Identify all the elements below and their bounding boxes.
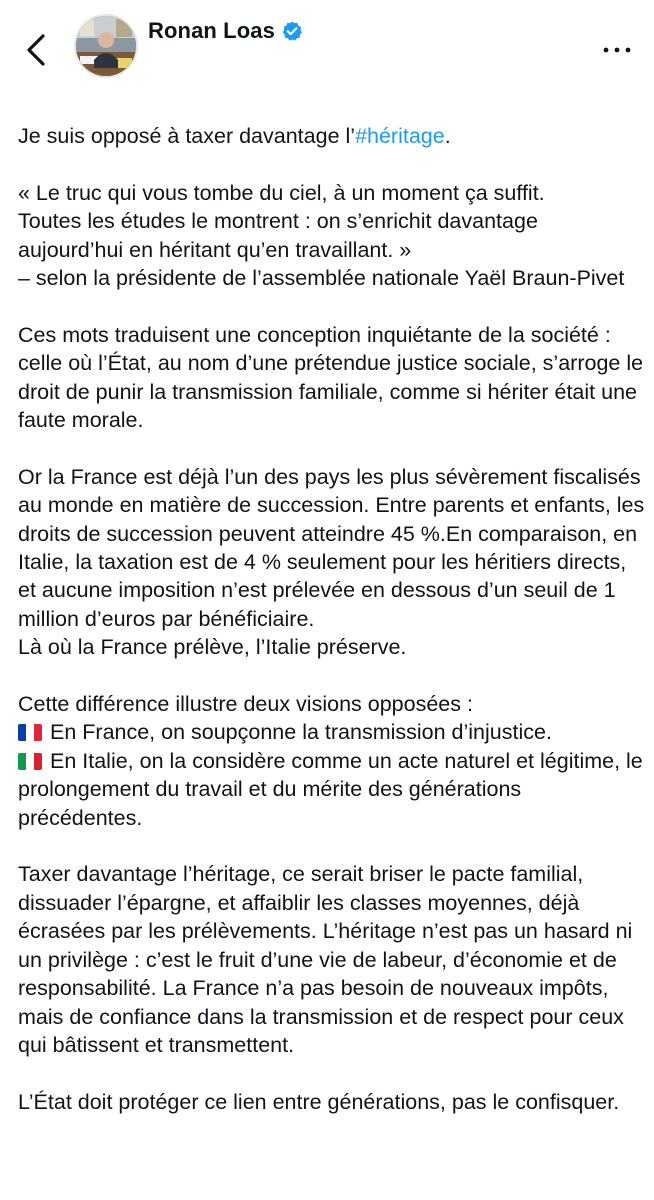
post-header [0, 0, 654, 100]
avatar-photo [76, 16, 136, 76]
post-paragraph-5: Taxer davantage l’héritage, ce serait briser le pacte familial, dissuader l’épargne, et affaiblir les classes moyennes, déjà écrasées par les prélèvements. L’héritage n’est pas un hasard ni un privilège : c’est le fruit d’une vie de labeur, d’économie et de responsabilité. La France n’a pas besoin de nouveaux impôts, mais de confiance dans la transmission et de respect pour ceux qui bâtissent et transmettent. [18, 862, 633, 1057]
intro-end: . [444, 124, 451, 148]
italy-line: En Italie, on la considère comme un acte naturel et légitime, le prolongement du travail et du mérite des générations précédentes. [18, 748, 643, 830]
post-paragraph-3: Or la France est déjà l’un des pays les plus sévèrement fiscalisés au monde en matière de succession. Entre parents et enfants, les droits de succession peuvent atteindre 45 %.En comparaison, en Italie, la taxation est de 4 % seulement pour les héritiers directs, et aucune imposition n’est prélevée en dessous d’un seuil de 1 million d’euros par bénéficiaire. Là où la France prélève, l’Italie préserve. [18, 464, 645, 660]
author-name[interactable]: Ronan Loas [148, 18, 275, 43]
verified-badge-icon [281, 20, 303, 42]
flag-italy-icon [18, 753, 42, 770]
post-quote: « Le truc qui vous tombe du ciel, à un moment ça suffit. Toutes les études le montrent : on s’enrichit davantage aujourd’hui en héritant qu’en travaillant. » – selon la présidente de l’assemblée nationale Yaël Braun-Pivet [18, 180, 625, 291]
france-line: En France, on soupçonne la transmission d’injustice. [50, 720, 552, 745]
post-paragraph-4 [18, 690, 646, 832]
author[interactable] [148, 18, 303, 44]
post-paragraph-2: Ces mots traduisent une conception inquiétante de la société : celle où l’État, au nom d’une prétendue justice sociale, s’arroge le droit de punir la transmission familiale, comme si hériter était une faute morale. [18, 322, 644, 433]
hashtag-link[interactable]: #héritage [355, 124, 445, 148]
flag-france-icon [18, 724, 42, 741]
intro-text: Je suis opposé à taxer davantage l’ [18, 124, 356, 148]
post-paragraph-6: L’État doit protéger ce lien entre générations, pas le confisquer. [18, 1089, 620, 1114]
post-body [18, 122, 646, 1145]
avatar[interactable] [76, 16, 136, 76]
back-button[interactable] [18, 30, 54, 70]
more-horizontal-icon [602, 45, 632, 55]
more-options-button[interactable] [602, 36, 632, 64]
chevron-left-icon [25, 33, 47, 67]
post-intro [18, 122, 646, 150]
paragraph-4-intro: Cette différence illustre deux visions opposées : [18, 692, 473, 717]
